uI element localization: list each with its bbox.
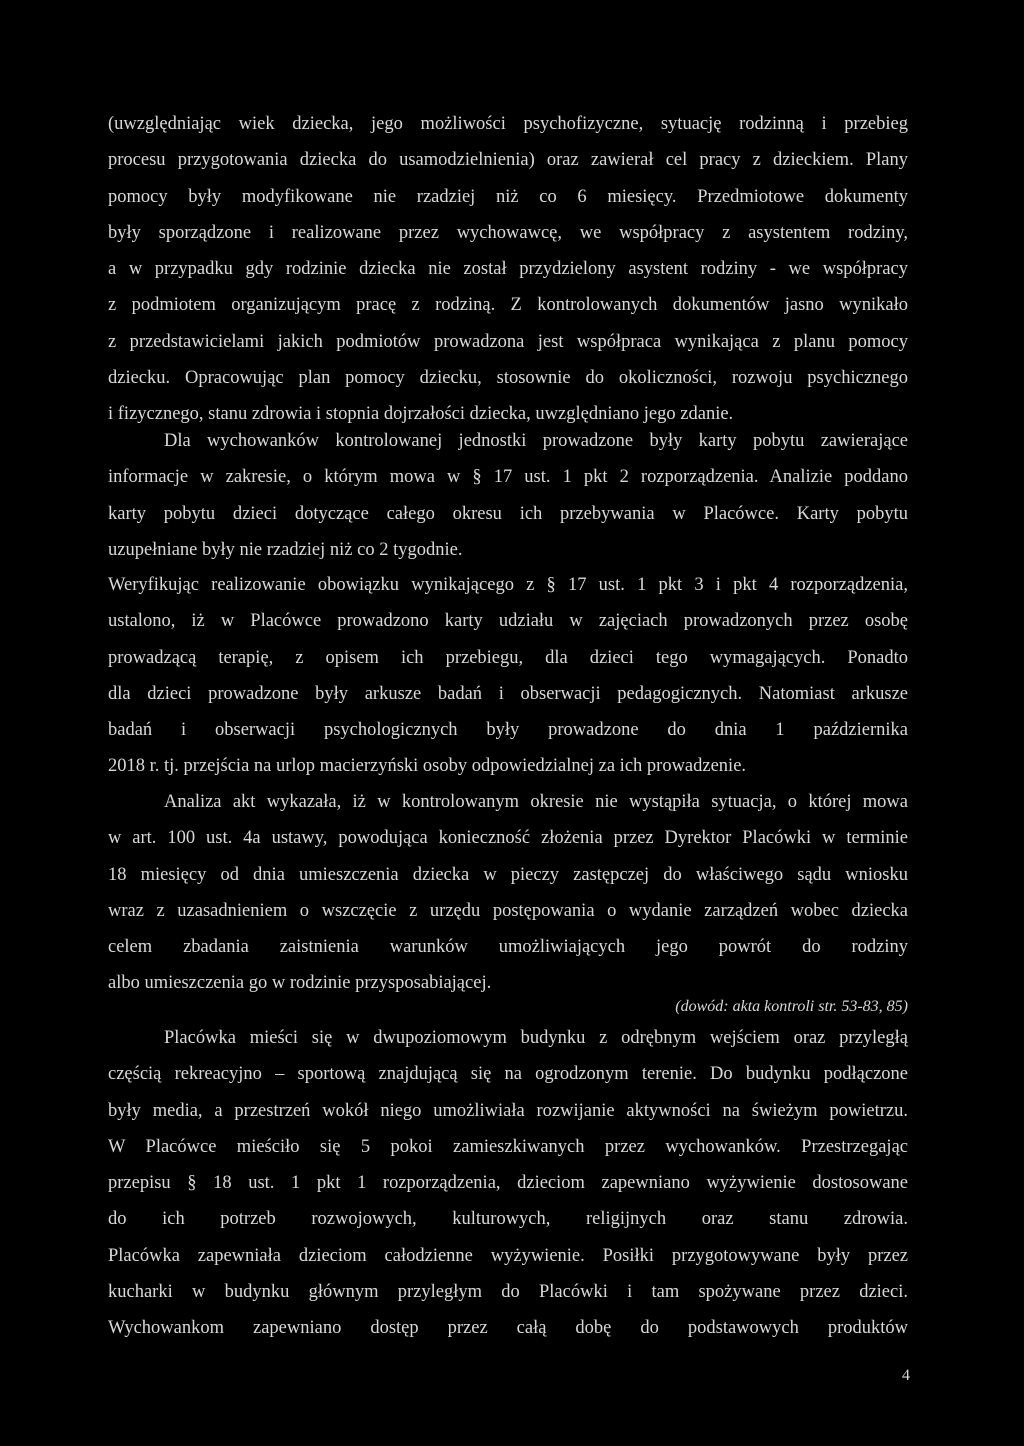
text-line: z przedstawicielami jakich podmiotów prowadzona jest współpraca wynikająca z planu pomocy bbox=[108, 331, 908, 352]
text-line: kucharki w budynku głównym przyległym do Placówki i tam spożywane przez dzieci. bbox=[108, 1282, 908, 1303]
text-line: ustalono, iż w Placówce prowadzono karty udziału w zajęciach prowadzonych przez osobę bbox=[108, 611, 908, 632]
text-line: badań i obserwacji psychologicznych były prowadzone do dnia 1 października bbox=[108, 720, 908, 741]
text-line: uzupełniane były nie rzadziej niż co 2 tygodnie. bbox=[108, 539, 463, 560]
text-line: Placówka mieści się w dwupoziomowym budynku z odrębnym wejściem oraz przyległą bbox=[164, 1028, 908, 1048]
paragraph-4 bbox=[108, 784, 908, 1002]
text-line: były media, a przestrzeń wokół niego umożliwiała rozwijanie aktywności na świeżym powietrzu. bbox=[108, 1100, 908, 1121]
text-line: przepisu § 18 ust. 1 pkt 1 rozporządzenia, dzieciom zapewniano wyżywienie dostosowane bbox=[108, 1173, 908, 1194]
text-line: (uwzględniając wiek dziecka, jego możliwości psychofizyczne, sytuację rodzinną i przebieg bbox=[108, 114, 908, 134]
paragraph-2 bbox=[108, 423, 908, 568]
text-line: dziecku. Opracowując plan pomocy dziecku, stosownie do okoliczności, rozwoju psychicznego bbox=[108, 368, 908, 389]
text-line: i fizycznego, stanu zdrowia i stopnia dojrzałości dziecka, uwzględniano jego zdanie. bbox=[108, 404, 734, 425]
text-line: albo umieszczenia go w rodzinie przysposabiającej. bbox=[108, 973, 492, 994]
text-line: były sporządzone i realizowane przez wychowawcę, we współpracy z asystentem rodziny, bbox=[108, 222, 908, 243]
paragraph-1 bbox=[108, 106, 908, 433]
evidence-citation bbox=[108, 994, 908, 1020]
text-line: informacje w zakresie, o którym mowa w § 17 ust. 1 pkt 2 rozporządzenia. Analizie poddano bbox=[108, 467, 908, 488]
text-line: procesu przygotowania dziecka do usamodzielnienia) oraz zawierał cel pracy z dzieckiem. Plany bbox=[108, 150, 908, 171]
text-line: W Placówce mieściło się 5 pokoi zamieszkiwanych przez wychowanków. Przestrzegając bbox=[108, 1136, 908, 1157]
text-line: Placówka zapewniała dzieciom całodzienne wyżywienie. Posiłki przygotowywane były przez bbox=[108, 1245, 908, 1266]
text-line: pomocy były modyfikowane nie rzadziej niż co 6 miesięcy. Przedmiotowe dokumenty bbox=[108, 186, 908, 207]
text-line: w art. 100 ust. 4a ustawy, powodująca konieczność złożenia przez Dyrektor Placówki w terminie bbox=[108, 828, 908, 849]
text-line: częścią rekreacyjno – sportową znajdującą się na ogrodzonym terenie. Do budynku podłączone bbox=[108, 1064, 908, 1085]
text-line: celem zbadania zaistnienia warunków umożliwiających jego powrót do rodziny bbox=[108, 937, 908, 958]
citation-text: (dowód: akta kontroli str. 53-83, 85) bbox=[675, 998, 908, 1015]
text-line: Weryfikując realizowanie obowiązku wynikającego z § 17 ust. 1 pkt 3 i pkt 4 rozporządzenia, bbox=[108, 575, 908, 595]
text-line: Dla wychowanków kontrolowanej jednostki prowadzone były karty pobytu zawierające bbox=[164, 431, 908, 451]
paragraph-3 bbox=[108, 567, 908, 785]
text-line: Wychowankom zapewniano dostęp przez całą dobę do podstawowych produktów bbox=[108, 1318, 908, 1339]
text-line: wraz z uzasadnieniem o wszczęcie z urzędu postępowania o wydanie zarządzeń wobec dziecka bbox=[108, 900, 908, 921]
text-line: Analiza akt wykazała, iż w kontrolowanym okresie nie wystąpiła sytuacja, o której mowa bbox=[164, 792, 908, 812]
text-line: 18 miesięcy od dnia umieszczenia dziecka w pieczy zastępczej do właściwego sądu wniosku bbox=[108, 864, 908, 885]
text-line: karty pobytu dzieci dotyczące całego okresu ich przebywania w Placówce. Karty pobytu bbox=[108, 503, 908, 524]
text-line: dla dzieci prowadzone były arkusze badań i obserwacji pedagogicznych. Natomiast arkusze bbox=[108, 683, 908, 704]
text-line: prowadzącą terapię, z opisem ich przebiegu, dla dzieci tego wymagających. Ponadto bbox=[108, 647, 908, 668]
text-line: do ich potrzeb rozwojowych, kulturowych, religijnych oraz stanu zdrowia. bbox=[108, 1209, 908, 1230]
paragraph-5 bbox=[108, 1020, 908, 1347]
text-line: a w przypadku gdy rodzinie dziecka nie został przydzielony asystent rodziny - we współpracy bbox=[108, 259, 908, 280]
text-line: 2018 r. tj. przejścia na urlop macierzyński osoby odpowiedzialnej za ich prowadzenie. bbox=[108, 756, 747, 777]
page-number: 4 bbox=[902, 1367, 910, 1384]
text-line: z podmiotem organizującym pracę z rodziną. Z kontrolowanych dokumentów jasno wynikało bbox=[108, 295, 908, 316]
